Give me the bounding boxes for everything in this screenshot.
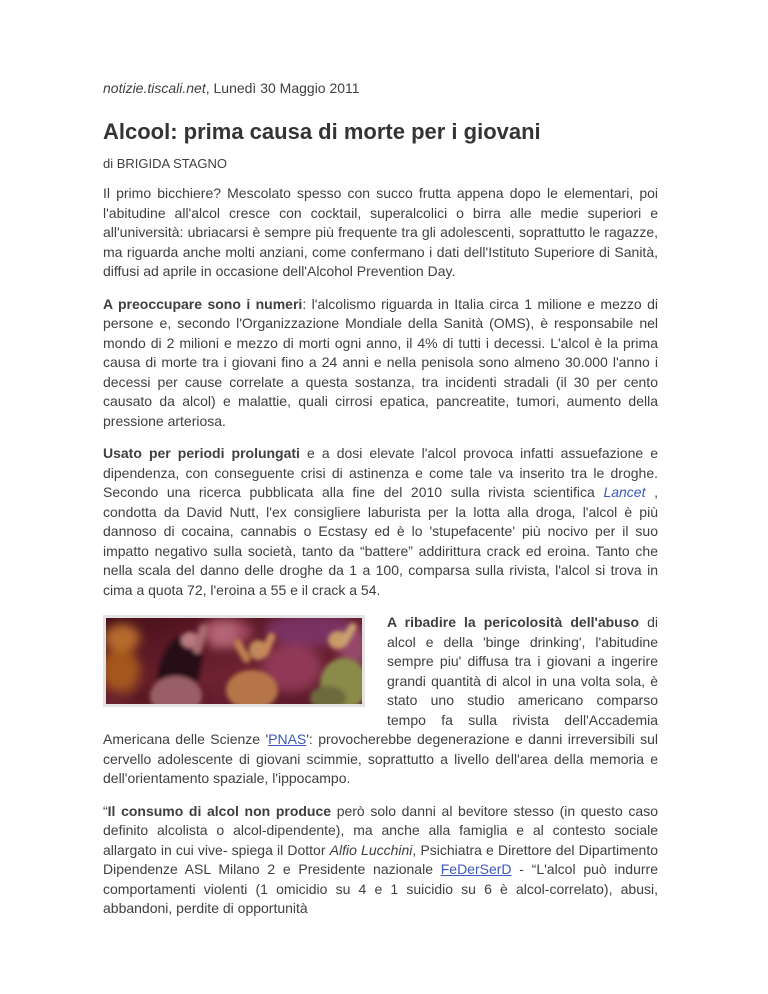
article-photo xyxy=(103,615,365,707)
text-run: - “L'alcol può indurre comportamenti violenti (1 omicidio su 4 e 1 suicidio su 6 è alcol-correlato), abusi, abbandoni, perdite di opportunità xyxy=(103,861,658,916)
paragraph-p1 xyxy=(103,184,658,282)
source-name: notizie.tiscali.net xyxy=(103,80,206,96)
text-run: ': provocherebbe degenerazione e danni irreversibili sul cervello adolescente di giovani scimmie, soprattutto a livello dell'area della memoria e dell'orientamento spaziale, l'ippocampo. xyxy=(103,731,658,786)
paragraph-p3 xyxy=(103,444,658,600)
text-run: Il consumo di alcol non produce xyxy=(107,802,332,819)
text-run: Il primo bicchiere? Mescolato spesso con succo frutta appena dopo le elementari, poi l'abitudine all'alcol cresce con cocktail, superalcolici o birra alle medie superiori e all'università: ubriacarsi è sempre più frequente tra gli adolescenti, soprattutto le ragazze, ma riguarda anche molti anziani, come confermano i dati dell'Istituto Superiore di Sanità, diffusi ad aprile in occasione dell'Alcohol Prevention Day. xyxy=(103,185,658,279)
paragraph-p4 xyxy=(103,613,658,789)
byline: di BRIGIDA STAGNO xyxy=(103,156,228,171)
text-run: , condotta da David Nutt, l'ex consigliere laburista per la lotta alla droga, l'alcol è più dannoso di cocaina, cannabis o Ecstasy ed è lo 'stupefacente' più nocivo per il suo impatto negativo sulla società, tanto da “battere” addirittura crack ed eroina. Tanto che nella scala del danno delle droghe da 1 a 100, comparsa sulla rivista, l'alcol si trova in cima a quota 72, l'eroina a 55 e il crack a 54. xyxy=(103,484,659,598)
text-run: Alfio Lucchini xyxy=(329,841,413,858)
lancet-link[interactable]: Lancet xyxy=(603,484,646,500)
text-run: e a dosi elevate l'alcol provoca infatti assuefazione e dipendenza, con conseguente crisi di astinenza e come tale va inserito tra le droghe. Secondo una ricerca pubblicata alla fine del 2010 sulla rivista scientifica xyxy=(103,445,658,500)
page-title: Alcool: prima causa di morte per i giovani xyxy=(103,119,541,144)
paragraph-p2 xyxy=(103,295,658,432)
text-run: : l'alcolismo riguarda in Italia circa 1 milione e mezzo di persone e, secondo l'Organizzazione Mondiale della Sanità (OMS), è responsabile nel mondo di 2 milioni e mezzo di morti ogni anno, il 4% di tutti i decessi. L'alcol è la prima causa di morte tra i giovani fino a 24 anni e nella penisola sono almeno 30.000 l'anno i decessi per cause correlate a questa sostanza, tra incidenti stradali (il 30 per cento causato da alcol) e malattie, quali cirrosi epatica, pancreatite, tumori, aumento della pressione arteriosa. xyxy=(103,295,658,429)
article-body xyxy=(103,184,658,919)
article-page xyxy=(103,80,658,919)
paragraph-p5 xyxy=(103,802,658,919)
text-run: Usato per periodi prolungati xyxy=(103,445,300,461)
source-date-line xyxy=(103,80,658,97)
text-run: , Psichiatra e Direttore del Dipartimento Dipendenze ASL Milano 2 e Presidente nazionale xyxy=(103,841,658,877)
text-run: però solo danni al bevitore stesso (in questo caso definito alcolista o alcol-dipendente), ma anche alla famiglia e al contesto sociale allargato in cui vive- spiega il Dottor xyxy=(103,802,659,858)
text-run: A preoccupare sono i numeri xyxy=(103,295,303,312)
text-run: “ xyxy=(103,802,108,819)
federserd-link[interactable]: FeDerSerD xyxy=(440,861,512,877)
pnas-link[interactable]: PNAS xyxy=(268,731,307,747)
club-scene-image xyxy=(106,618,362,704)
text-run: di alcol e della 'binge drinking', l'abitudine sempre piu' diffusa tra i giovani a ingerire grandi quantità di alcol in una volta sola, è stato uno studio americano comparso tempo fa sulla rivista dell'Accademia Americana delle Scienze ' xyxy=(103,614,658,747)
text-run: A ribadire la pericolosità dell'abuso xyxy=(387,614,640,630)
date-text: , Lunedì 30 Maggio 2011 xyxy=(205,80,360,96)
